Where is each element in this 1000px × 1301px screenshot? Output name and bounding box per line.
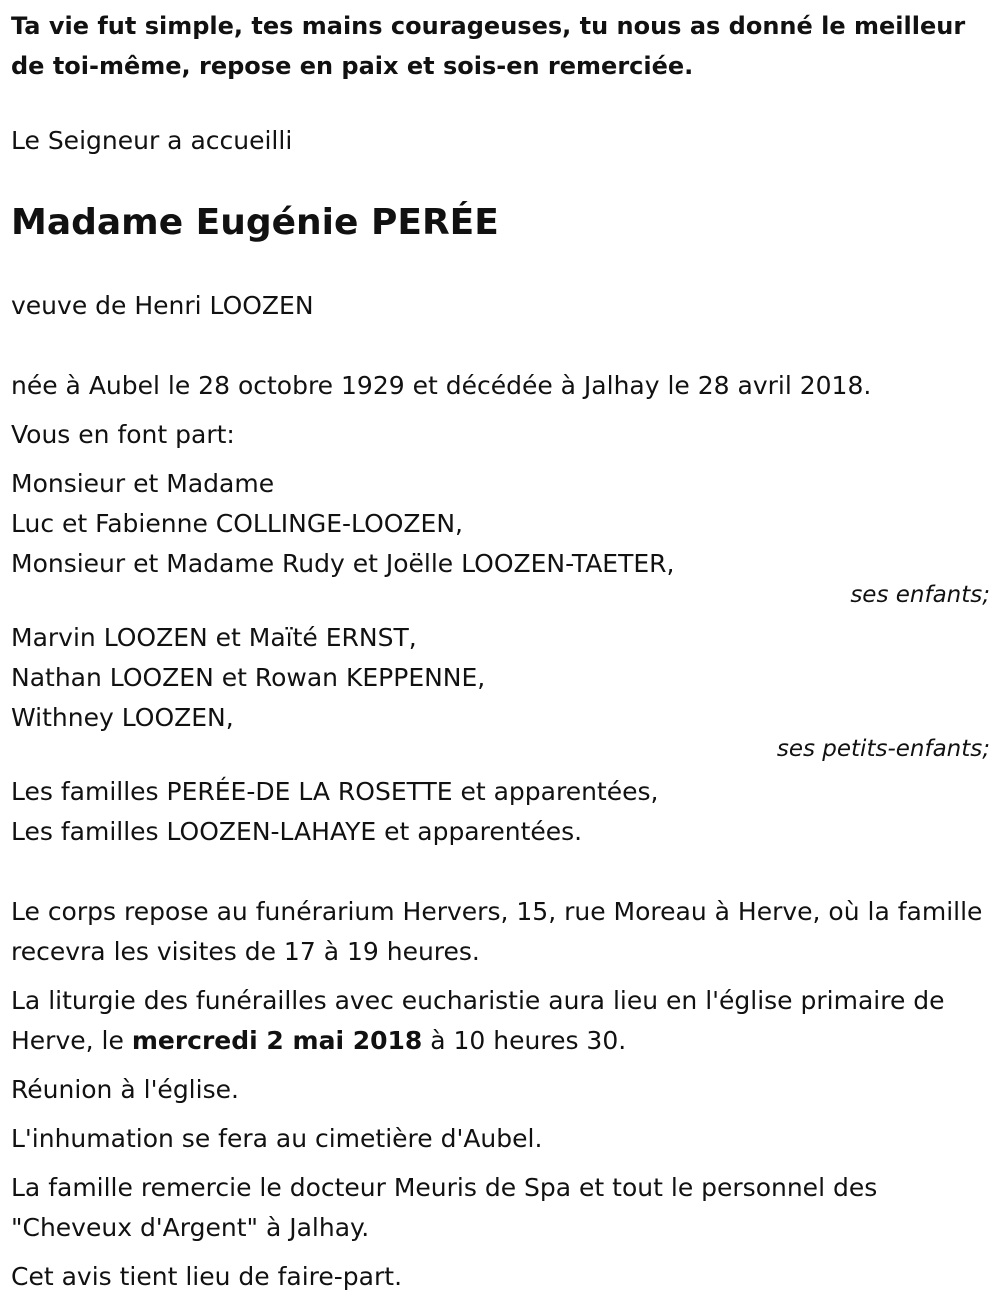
deceased-name: Madame Eugénie PERÉE — [11, 202, 499, 243]
body-rest-paragraph: Le corps repose au funérarium Hervers, 15, rue Moreau à Herve, où la famille recevra les visites de 17 à 19 heures. — [11, 897, 983, 966]
burial-line: L'inhumation se fera au cimetière d'Aubel. — [11, 1124, 543, 1153]
grandchildren-block — [11, 618, 990, 762]
widow-of-line: veuve de Henri LOOZEN — [11, 291, 314, 320]
children-line: Monsieur et Madame Rudy et Joëlle LOOZEN-TAETER, — [11, 549, 675, 578]
children-block — [11, 464, 990, 608]
liturgy-date: mercredi 2 mai 2018 — [131, 1026, 423, 1055]
thanks-paragraph: La famille remercie le docteur Meuris de Spa et tout le personnel des "Cheveux d'Argent" à Jalhay. — [11, 1173, 878, 1242]
liturgy-text-before: La liturgie des funérailles avec eucharistie aura lieu en l'église primaire de Herve, le — [11, 986, 945, 1055]
epitaph-quote: Ta vie fut simple, tes mains courageuses, tu nous as donné le meilleur de toi-même, repose en paix et sois-en remerciée. — [11, 12, 966, 80]
grandchildren-role: ses petits-enfants; — [776, 736, 990, 762]
grandchildren-line: Nathan LOOZEN et Rowan KEPPENNE, — [11, 663, 486, 692]
families-block — [11, 772, 990, 852]
closing-line: Cet avis tient lieu de faire-part. — [11, 1262, 403, 1291]
liturgy-text-after: à 10 heures 30. — [422, 1026, 627, 1055]
grandchildren-line: Withney LOOZEN, — [11, 703, 234, 732]
grandchildren-line: Marvin LOOZEN et Maïté ERNST, — [11, 623, 417, 652]
announcement-line: Le Seigneur a accueilli — [11, 126, 293, 155]
children-role: ses enfants; — [850, 582, 990, 608]
birth-death-line: née à Aubel le 28 octobre 1929 et décédée à Jalhay le 28 avril 2018. — [11, 371, 872, 400]
family-line: Les familles PERÉE-DE LA ROSETTE et apparentées, — [11, 777, 659, 806]
liturgy-paragraph — [11, 981, 990, 1061]
family-line: Les familles LOOZEN-LAHAYE et apparentées. — [11, 817, 583, 846]
intro-line: Vous en font part: — [11, 420, 235, 449]
children-line: Luc et Fabienne COLLINGE-LOOZEN, — [11, 509, 463, 538]
children-line: Monsieur et Madame — [11, 469, 275, 498]
meeting-line: Réunion à l'église. — [11, 1075, 239, 1104]
